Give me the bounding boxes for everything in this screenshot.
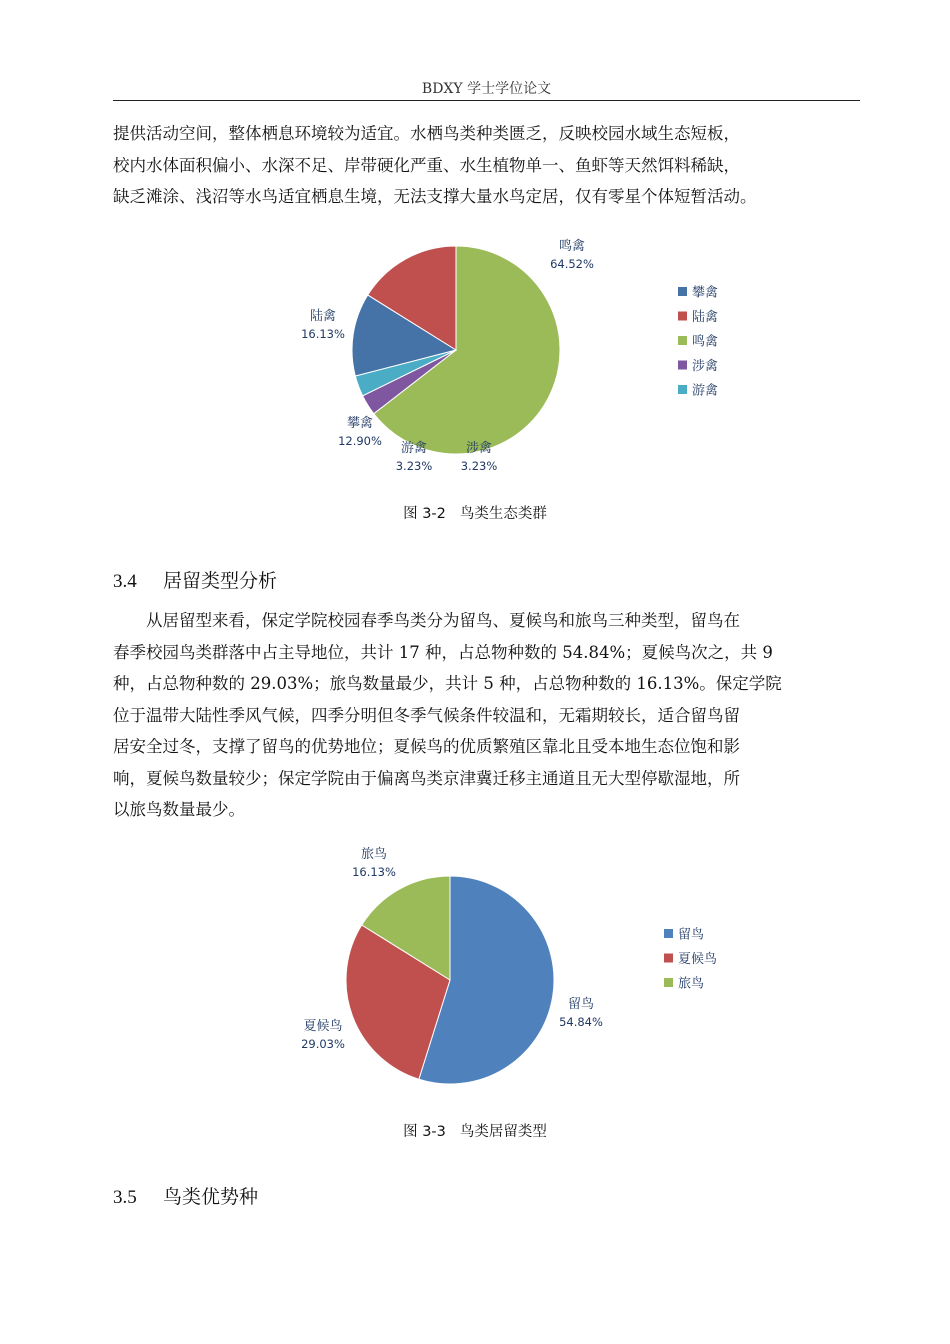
paragraph-line: 以旅鸟数量最少。 — [113, 800, 245, 819]
legend-swatch — [678, 287, 687, 296]
header-divider — [113, 100, 860, 101]
data-label-name: 鸣禽 — [558, 239, 586, 254]
legend-swatch — [664, 954, 673, 963]
legend-swatch — [678, 336, 687, 345]
data-label-name: 攀禽 — [346, 416, 374, 431]
paragraph-line: 提供活动空间，整体栖息环境较为适宜。水栖鸟类种类匮乏，反映校园水域生态短板， — [113, 124, 740, 143]
section-title: 居留类型分析 — [163, 570, 278, 592]
legend-label: 攀禽 — [692, 285, 719, 301]
paragraph-line: 位于温带大陆性季风气候，四季分明但冬季气候条件较温和，无霜期较长，适合留鸟留 — [113, 705, 740, 725]
page-header — [113, 78, 860, 100]
data-label-value: 54.84% — [559, 1015, 603, 1029]
figure-title: 鸟类生态类群 — [459, 506, 547, 522]
legend-label: 鸣禽 — [692, 334, 719, 350]
data-label-name: 游禽 — [400, 441, 428, 456]
legend — [678, 285, 718, 399]
figure-3-3-caption — [0, 1120, 950, 1141]
figure-number: 图 3-3 — [403, 1124, 446, 1140]
ecological-group-pie-chart — [0, 228, 950, 490]
data-label-value: 16.13% — [301, 327, 345, 341]
legend-label: 夏候鸟 — [678, 952, 718, 967]
paragraph-line: 春季校园鸟类群落中占主导地位，共计 17 种，占总物种数的 54.84%；夏候鸟次之，共 9 — [113, 642, 773, 662]
section-3-4-heading — [113, 566, 277, 593]
paragraph-line: 从居留型来看，保定学院校园春季鸟类分为留鸟、夏候鸟和旅鸟三种类型，留鸟在 — [146, 611, 740, 630]
section-number: 3.5 — [113, 1187, 137, 1208]
legend-swatch — [678, 312, 687, 321]
data-label-value: 3.23% — [395, 459, 433, 473]
figure-title: 鸟类居留类型 — [459, 1124, 547, 1140]
figure-3-2-caption — [0, 502, 950, 523]
paragraph-line: 校内水体面积偏小、水深不足、岸带硬化严重、水生植物单一、鱼虾等天然饵料稀缺， — [113, 155, 740, 175]
legend-label: 游禽 — [692, 383, 719, 399]
paragraph-line: 居安全过冬，支撑了留鸟的优势地位；夏候鸟的优质繁殖区靠北且受本地生态位饱和影 — [113, 737, 740, 756]
paragraph-line: 响，夏候鸟数量较少；保定学院由于偏离鸟类京津冀迁移主通道且无大型停歇湿地，所 — [113, 768, 740, 788]
data-label-name: 夏候鸟 — [303, 1019, 343, 1034]
paragraph-residence — [113, 605, 860, 826]
data-label-name: 涉禽 — [465, 441, 493, 456]
paragraph-line: 种，占总物种数的 29.03%；旅鸟数量最少，共计 5 种，占总物种数的 16.13%。保定学院 — [113, 674, 782, 693]
legend-label: 旅鸟 — [678, 976, 705, 992]
legend-label: 涉禽 — [692, 359, 719, 374]
section-number: 3.4 — [113, 571, 137, 592]
legend-label: 留鸟 — [678, 927, 705, 943]
legend-swatch — [664, 978, 673, 987]
legend-swatch — [664, 929, 673, 938]
data-label-value: 12.90% — [338, 434, 382, 448]
data-label-value: 16.13% — [352, 865, 396, 879]
pie — [352, 246, 560, 454]
data-label-value: 64.52% — [550, 257, 594, 271]
data-label-value: 29.03% — [301, 1037, 345, 1051]
paragraph-line: 缺乏滩涂、浅沼等水鸟适宜栖息生境，无法支撑大量水鸟定居，仅有零星个体短暂活动。 — [113, 187, 757, 206]
legend — [664, 927, 717, 992]
figure-number: 图 3-2 — [403, 506, 446, 522]
data-label-name: 陆禽 — [309, 309, 337, 324]
legend-swatch — [678, 361, 687, 370]
data-label-name: 留鸟 — [567, 997, 595, 1012]
section-title: 鸟类优势种 — [163, 1186, 259, 1208]
section-3-5-heading — [113, 1182, 258, 1209]
legend-label: 陆禽 — [692, 310, 719, 325]
legend-swatch — [678, 385, 687, 394]
paragraph-habitat — [113, 118, 860, 213]
data-label-value: 3.23% — [460, 459, 498, 473]
header-title: BDXY 学士学位论文 — [421, 81, 552, 97]
pie — [346, 876, 554, 1084]
data-label-name: 旅鸟 — [360, 847, 388, 862]
residence-type-pie-chart — [0, 840, 950, 1100]
